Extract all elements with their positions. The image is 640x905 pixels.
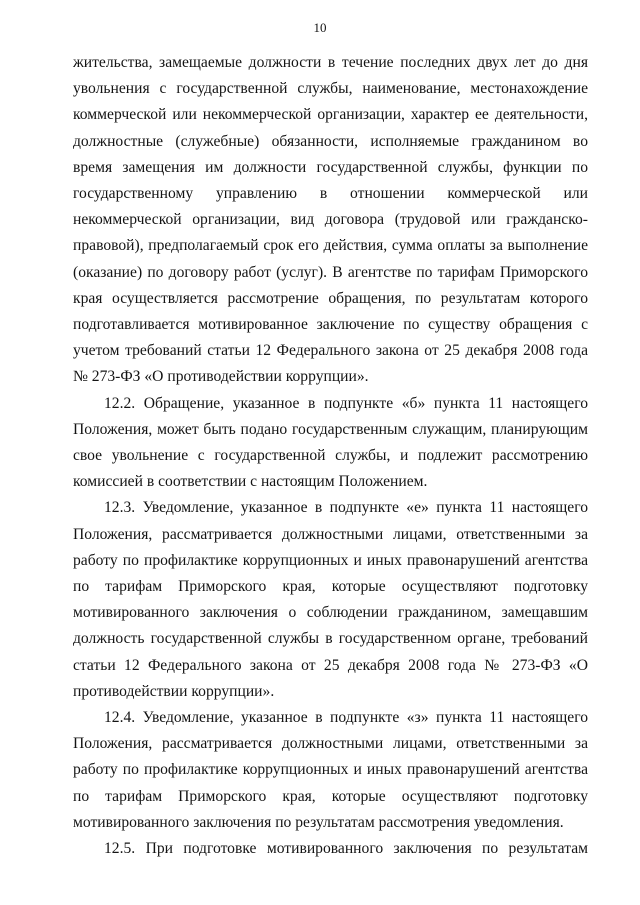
paragraph-12-4: 12.4. Уведомление, указанное в подпункте «з» пункта 11 настоящего Положения, рассматривается должностными лицами, ответственными за работу по профилактике коррупционных и иных правонарушений агентства по тарифам Приморского края, которые осуществляют подготовку мотивированного заключения по результатам рассмотрения уведомления. bbox=[73, 709, 588, 831]
paragraph-12-5: 12.5. При подготовке мотивированного заключения по результатам bbox=[104, 840, 588, 858]
paragraph-12-3: 12.3. Уведомление, указанное в подпункте «е» пункта 11 настоящего Положения, рассматривается должностными лицами, ответственными за работу по профилактике коррупционных и иных правонарушений агентства по тарифам Приморского края, которые осуществляют подготовку мотивированного заключения о соблюдении гражданином, замещавшим должность государственной службы в государственном органе, требований статьи 12 Федерального закона от 25 декабря 2008 года № 273-ФЗ «О противодействии коррупции». bbox=[73, 499, 588, 700]
paragraph-12-2: 12.2. Обращение, указанное в подпункте «б» пункта 11 настоящего Положения, может быть подано государственным служащим, планирующим свое увольнение с государственной службы, и подлежит рассмотрению комиссией в соответствии с настоящим Положением. bbox=[73, 394, 588, 491]
document-body bbox=[73, 50, 588, 862]
page-number: 10 bbox=[313, 20, 327, 35]
paragraph-continuation: жительства, замещаемые должности в течение последних двух лет до дня увольнения с государственной службы, наименование, местонахождение коммерческой или некоммерческой организации, характер ее деятельности, должностные (служебные) обязанности, исполняемые гражданином во время замещения им должности государственной службы, функции по государственному управлению в отношении коммерческой или некоммерческой организации, вид договора (трудовой или гражданско-правовой), предполагаемый срок его действия, сумма оплаты за выполнение (оказание) по договору работ (услуг). В агентстве по тарифам Приморского края осуществляется рассмотрение обращения, по результатам которого подготавливается мотивированное заключение по существу обращения с учетом требований статьи 12 Федерального закона от 25 декабря 2008 года № 273-ФЗ «О противодействии коррупции». bbox=[73, 54, 588, 386]
